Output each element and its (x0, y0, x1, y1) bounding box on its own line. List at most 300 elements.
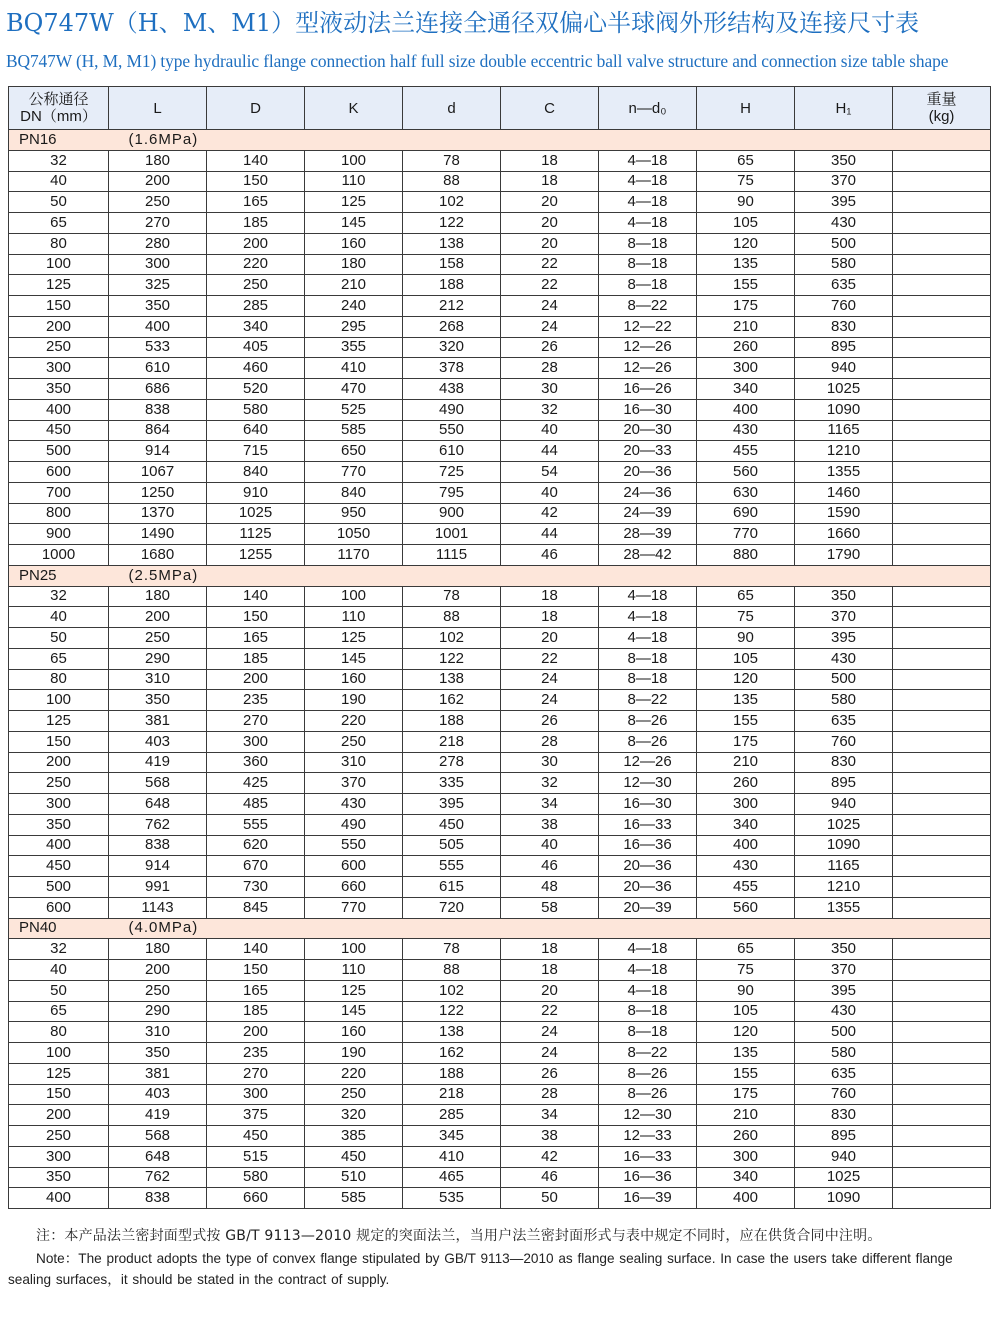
table-cell: 895 (795, 1126, 893, 1147)
table-row (9, 980, 991, 1001)
table-row (9, 233, 991, 254)
table-cell: 4—18 (599, 628, 697, 649)
table-cell: 300 (207, 1084, 305, 1105)
table-row (9, 503, 991, 524)
table-cell: 220 (207, 254, 305, 275)
table-cell: 40 (501, 420, 599, 441)
header-H1: H₁ (795, 87, 893, 130)
table-cell: 300 (9, 358, 109, 379)
table-row (9, 1105, 991, 1126)
table-cell: 20 (501, 628, 599, 649)
table-cell: 65 (697, 586, 795, 607)
table-cell: 940 (795, 358, 893, 379)
table-row (9, 1022, 991, 1043)
table-cell: 515 (207, 1146, 305, 1167)
table-cell: 75 (697, 171, 795, 192)
table-cell: 65 (9, 213, 109, 234)
table-cell: 24 (501, 1043, 599, 1064)
table-cell: 40 (9, 171, 109, 192)
table-cell: 20—36 (599, 462, 697, 483)
table-cell (893, 482, 991, 503)
table-cell: 102 (403, 980, 501, 1001)
title-chinese: BQ747W（H、M、M1）型液动法兰连接全通径双偏心半球阀外形结构及连接尺寸表 (6, 9, 920, 37)
table-cell: 240 (305, 296, 403, 317)
table-cell: 4—18 (599, 150, 697, 171)
table-cell: 378 (403, 358, 501, 379)
table-row (9, 192, 991, 213)
table-cell: 125 (305, 980, 403, 1001)
table-cell: 46 (501, 1167, 599, 1188)
table-cell: 4—18 (599, 607, 697, 628)
header-dn-line2: DN（mm） (20, 108, 97, 125)
table-cell: 533 (109, 337, 207, 358)
table-cell: 200 (9, 1105, 109, 1126)
table-cell: 188 (403, 711, 501, 732)
table-cell: 430 (697, 420, 795, 441)
table-cell: 610 (109, 358, 207, 379)
table-cell: 580 (795, 690, 893, 711)
table-cell: 1090 (795, 399, 893, 420)
table-cell: 840 (305, 482, 403, 503)
table-cell: 44 (501, 524, 599, 545)
table-cell: 400 (697, 1188, 795, 1209)
table-cell: 290 (109, 1001, 207, 1022)
table-cell: 20—39 (599, 897, 697, 918)
table-cell: 450 (403, 814, 501, 835)
table-cell: 260 (697, 1126, 795, 1147)
table-cell: 220 (305, 1063, 403, 1084)
table-cell: 24—36 (599, 482, 697, 503)
table-cell: 26 (501, 711, 599, 732)
table-cell: 16—33 (599, 814, 697, 835)
table-row (9, 316, 991, 337)
table-cell: 381 (109, 711, 207, 732)
table-cell: 500 (795, 233, 893, 254)
table-cell: 580 (795, 1043, 893, 1064)
table-cell: 210 (305, 275, 403, 296)
table-cell: 4—18 (599, 586, 697, 607)
table-cell (893, 669, 991, 690)
table-cell: 700 (9, 482, 109, 503)
table-cell: 210 (697, 752, 795, 773)
table-cell: 555 (207, 814, 305, 835)
table-cell: 425 (207, 773, 305, 794)
section-row-pn16 (9, 130, 991, 151)
table-cell: 460 (207, 358, 305, 379)
table-cell: 419 (109, 752, 207, 773)
table-cell: 162 (403, 690, 501, 711)
table-cell (893, 441, 991, 462)
table-cell: 185 (207, 1001, 305, 1022)
table-cell: 760 (795, 296, 893, 317)
table-cell: 20 (501, 980, 599, 1001)
table-row (9, 1043, 991, 1064)
table-cell: 185 (207, 213, 305, 234)
table-cell: 1490 (109, 524, 207, 545)
table-row (9, 213, 991, 234)
table-cell: 686 (109, 379, 207, 400)
table-cell: 500 (795, 1022, 893, 1043)
table-cell: 1050 (305, 524, 403, 545)
table-row (9, 856, 991, 877)
table-cell: 770 (305, 897, 403, 918)
table-cell: 24 (501, 316, 599, 337)
table-cell: 660 (305, 877, 403, 898)
table-cell: 40 (501, 835, 599, 856)
section-header-cell (9, 565, 991, 586)
table-cell: 18 (501, 607, 599, 628)
table-cell (893, 254, 991, 275)
table-row (9, 648, 991, 669)
header-L: L (109, 87, 207, 130)
table-cell: 175 (697, 731, 795, 752)
table-cell: 16—30 (599, 399, 697, 420)
table-cell: 635 (795, 275, 893, 296)
table-cell: 400 (109, 316, 207, 337)
table-cell: 20—36 (599, 877, 697, 898)
table-cell: 580 (795, 254, 893, 275)
table-cell: 320 (403, 337, 501, 358)
section-row-pn40 (9, 918, 991, 939)
table-cell: 180 (109, 150, 207, 171)
table-cell: 16—36 (599, 835, 697, 856)
table-row (9, 524, 991, 545)
table-row (9, 586, 991, 607)
table-cell (893, 794, 991, 815)
table-cell: 78 (403, 586, 501, 607)
table-cell: 300 (9, 1146, 109, 1167)
table-cell: 375 (207, 1105, 305, 1126)
table-cell: 500 (795, 669, 893, 690)
header-weight (893, 87, 991, 130)
table-cell: 102 (403, 192, 501, 213)
table-cell: 20 (501, 233, 599, 254)
table-cell: 760 (795, 731, 893, 752)
table-cell (893, 358, 991, 379)
table-cell: 4—18 (599, 960, 697, 981)
table-cell: 220 (305, 711, 403, 732)
table-cell: 660 (207, 1188, 305, 1209)
table-cell: 340 (697, 814, 795, 835)
table-cell: 150 (207, 607, 305, 628)
table-row (9, 358, 991, 379)
table-row (9, 1146, 991, 1167)
table-cell: 12—26 (599, 752, 697, 773)
table-cell: 165 (207, 628, 305, 649)
table-cell: 78 (403, 939, 501, 960)
table-cell: 120 (697, 1022, 795, 1043)
table-cell: 300 (109, 254, 207, 275)
table-cell: 900 (9, 524, 109, 545)
table-cell: 250 (207, 275, 305, 296)
table-cell: 455 (697, 441, 795, 462)
table-cell: 8—26 (599, 1063, 697, 1084)
section-pressure: (4.0MPa) (128, 919, 199, 937)
table-cell: 430 (795, 1001, 893, 1022)
table-cell: 125 (9, 1063, 109, 1084)
table-cell: 155 (697, 1063, 795, 1084)
table-cell: 648 (109, 1146, 207, 1167)
table-cell: 630 (697, 482, 795, 503)
header-dn (9, 87, 109, 130)
table-cell: 34 (501, 794, 599, 815)
table-cell: 145 (305, 648, 403, 669)
table-row (9, 669, 991, 690)
table-cell: 880 (697, 545, 795, 566)
table-cell: 830 (795, 316, 893, 337)
table-cell: 370 (795, 960, 893, 981)
table-cell (893, 607, 991, 628)
table-cell: 720 (403, 897, 501, 918)
table-cell: 250 (9, 773, 109, 794)
table-cell: 280 (109, 233, 207, 254)
table-cell: 135 (697, 690, 795, 711)
table-row (9, 150, 991, 171)
table-cell: 160 (305, 233, 403, 254)
table-cell: 1460 (795, 482, 893, 503)
table-cell: 90 (697, 628, 795, 649)
table-cell: 1025 (795, 1167, 893, 1188)
table-cell: 490 (305, 814, 403, 835)
table-cell: 120 (697, 669, 795, 690)
table-cell: 400 (697, 835, 795, 856)
table-cell: 830 (795, 752, 893, 773)
table-cell: 395 (795, 980, 893, 1001)
table-cell: 32 (9, 586, 109, 607)
table-row (9, 1084, 991, 1105)
table-cell: 122 (403, 648, 501, 669)
table-body (9, 130, 991, 1209)
table-cell: 430 (795, 213, 893, 234)
header-C: C (501, 87, 599, 130)
table-cell: 4—18 (599, 213, 697, 234)
table-cell: 895 (795, 773, 893, 794)
table-cell: 403 (109, 1084, 207, 1105)
table-cell (893, 316, 991, 337)
table-cell: 490 (403, 399, 501, 420)
table-cell: 150 (9, 731, 109, 752)
table-cell: 430 (305, 794, 403, 815)
table-cell: 370 (305, 773, 403, 794)
table-cell: 370 (795, 607, 893, 628)
table-cell: 100 (9, 254, 109, 275)
table-cell: 914 (109, 441, 207, 462)
table-cell: 405 (207, 337, 305, 358)
table-cell: 585 (305, 1188, 403, 1209)
table-cell: 278 (403, 752, 501, 773)
table-cell: 1125 (207, 524, 305, 545)
table-cell: 135 (697, 1043, 795, 1064)
table-cell: 325 (109, 275, 207, 296)
table-cell: 145 (305, 1001, 403, 1022)
footnote-chinese: 注：本产品法兰密封面型式按 GB/T 9113—2010 规定的突面法兰，当用户法兰密封面形式与表中规定不同时，应在供货合同中注明。 (36, 1228, 882, 1244)
table-cell: 1025 (795, 814, 893, 835)
table-cell (893, 1188, 991, 1209)
table-cell: 250 (9, 337, 109, 358)
table-cell (893, 420, 991, 441)
table-cell: 110 (305, 171, 403, 192)
table-cell: 30 (501, 379, 599, 400)
table-cell: 250 (109, 980, 207, 1001)
table-cell (893, 524, 991, 545)
table-cell: 635 (795, 711, 893, 732)
table-cell: 200 (9, 752, 109, 773)
table-cell: 1680 (109, 545, 207, 566)
table-cell: 770 (697, 524, 795, 545)
table-cell (893, 1001, 991, 1022)
table-cell: 838 (109, 399, 207, 420)
table-cell (893, 814, 991, 835)
table-cell: 395 (795, 628, 893, 649)
table-row (9, 773, 991, 794)
table-cell: 1660 (795, 524, 893, 545)
table-cell (893, 399, 991, 420)
table-cell: 190 (305, 1043, 403, 1064)
table-cell: 125 (9, 711, 109, 732)
table-cell: 403 (109, 731, 207, 752)
table-cell: 385 (305, 1126, 403, 1147)
header-dn-line1: 公称通径 (28, 91, 89, 108)
table-cell: 65 (9, 648, 109, 669)
table-row (9, 275, 991, 296)
table-cell: 580 (207, 399, 305, 420)
table-cell: 50 (9, 192, 109, 213)
table-cell: 22 (501, 254, 599, 275)
table-cell: 8—22 (599, 1043, 697, 1064)
table-cell: 410 (403, 1146, 501, 1167)
table-cell: 762 (109, 814, 207, 835)
table-cell: 105 (697, 1001, 795, 1022)
table-cell: 20—36 (599, 856, 697, 877)
table-cell: 235 (207, 1043, 305, 1064)
table-cell: 560 (697, 897, 795, 918)
table-cell: 295 (305, 316, 403, 337)
table-cell: 105 (697, 213, 795, 234)
table-row (9, 628, 991, 649)
table-cell: 125 (305, 628, 403, 649)
table-cell: 350 (795, 150, 893, 171)
table-cell: 370 (795, 171, 893, 192)
table-cell: 165 (207, 980, 305, 1001)
table-cell: 88 (403, 607, 501, 628)
table-cell: 8—22 (599, 296, 697, 317)
table-cell: 138 (403, 669, 501, 690)
table-cell: 12—26 (599, 358, 697, 379)
table-cell: 12—30 (599, 1105, 697, 1126)
table-cell: 105 (697, 648, 795, 669)
table-cell (893, 752, 991, 773)
table-cell: 560 (697, 462, 795, 483)
header-d: d (403, 87, 501, 130)
table-cell: 200 (207, 669, 305, 690)
table-row (9, 897, 991, 918)
table-cell: 16—30 (599, 794, 697, 815)
table-cell: 42 (501, 503, 599, 524)
table-cell: 260 (697, 337, 795, 358)
table-cell (893, 980, 991, 1001)
table-row (9, 337, 991, 358)
table-cell: 520 (207, 379, 305, 400)
table-cell: 568 (109, 773, 207, 794)
table-cell: 110 (305, 960, 403, 981)
table-cell: 335 (403, 773, 501, 794)
table-cell: 340 (697, 1167, 795, 1188)
header-H: H (697, 87, 795, 130)
table-cell: 34 (501, 1105, 599, 1126)
table-cell: 90 (697, 980, 795, 1001)
table-cell: 158 (403, 254, 501, 275)
table-cell: 350 (795, 939, 893, 960)
table-cell: 200 (207, 233, 305, 254)
table-cell: 268 (403, 316, 501, 337)
table-cell: 210 (697, 316, 795, 337)
table-cell: 360 (207, 752, 305, 773)
table-cell: 760 (795, 1084, 893, 1105)
table-cell: 640 (207, 420, 305, 441)
table-cell (893, 275, 991, 296)
table-cell: 300 (697, 794, 795, 815)
table-cell: 400 (697, 399, 795, 420)
table-cell: 340 (207, 316, 305, 337)
table-cell: 525 (305, 399, 403, 420)
table-cell (893, 628, 991, 649)
table-cell (893, 690, 991, 711)
table-cell: 250 (9, 1126, 109, 1147)
table-cell: 150 (9, 296, 109, 317)
section-pressure: (2.5MPa) (128, 566, 199, 584)
table-cell: 78 (403, 150, 501, 171)
table-cell: 80 (9, 1022, 109, 1043)
table-cell: 75 (697, 960, 795, 981)
table-row (9, 1188, 991, 1209)
table-cell: 1090 (795, 835, 893, 856)
table-cell: 32 (501, 773, 599, 794)
table-cell (893, 897, 991, 918)
table-cell: 4—18 (599, 980, 697, 1001)
footnote-english: Note：The product adopts the type of convex flange stipulated by GB/T 9113—2010 as flange sealing surface. In case the users take different flange sealing surfaces，it should be stated in the contract of supply. (8, 1251, 953, 1287)
table-cell: 600 (9, 462, 109, 483)
table-cell: 20 (501, 192, 599, 213)
table-cell: 1210 (795, 877, 893, 898)
table-cell: 135 (697, 254, 795, 275)
table-row (9, 939, 991, 960)
table-cell: 125 (9, 275, 109, 296)
table-cell: 1255 (207, 545, 305, 566)
table-cell: 48 (501, 877, 599, 898)
table-cell: 50 (9, 980, 109, 1001)
dimension-table (8, 86, 991, 1209)
table-cell: 670 (207, 856, 305, 877)
section-header-cell (9, 130, 991, 151)
table-cell: 102 (403, 628, 501, 649)
header-D: D (207, 87, 305, 130)
table-cell: 991 (109, 877, 207, 898)
table-cell: 450 (9, 420, 109, 441)
table-row (9, 171, 991, 192)
table-cell: 838 (109, 835, 207, 856)
header-K: K (305, 87, 403, 130)
table-cell: 510 (305, 1167, 403, 1188)
table-cell: 8—18 (599, 233, 697, 254)
table-cell: 160 (305, 1022, 403, 1043)
table-cell: 568 (109, 1126, 207, 1147)
table-cell (893, 586, 991, 607)
table-row (9, 1063, 991, 1084)
table-cell: 1170 (305, 545, 403, 566)
section-row-pn25 (9, 565, 991, 586)
table-cell: 840 (207, 462, 305, 483)
table-cell: 310 (305, 752, 403, 773)
